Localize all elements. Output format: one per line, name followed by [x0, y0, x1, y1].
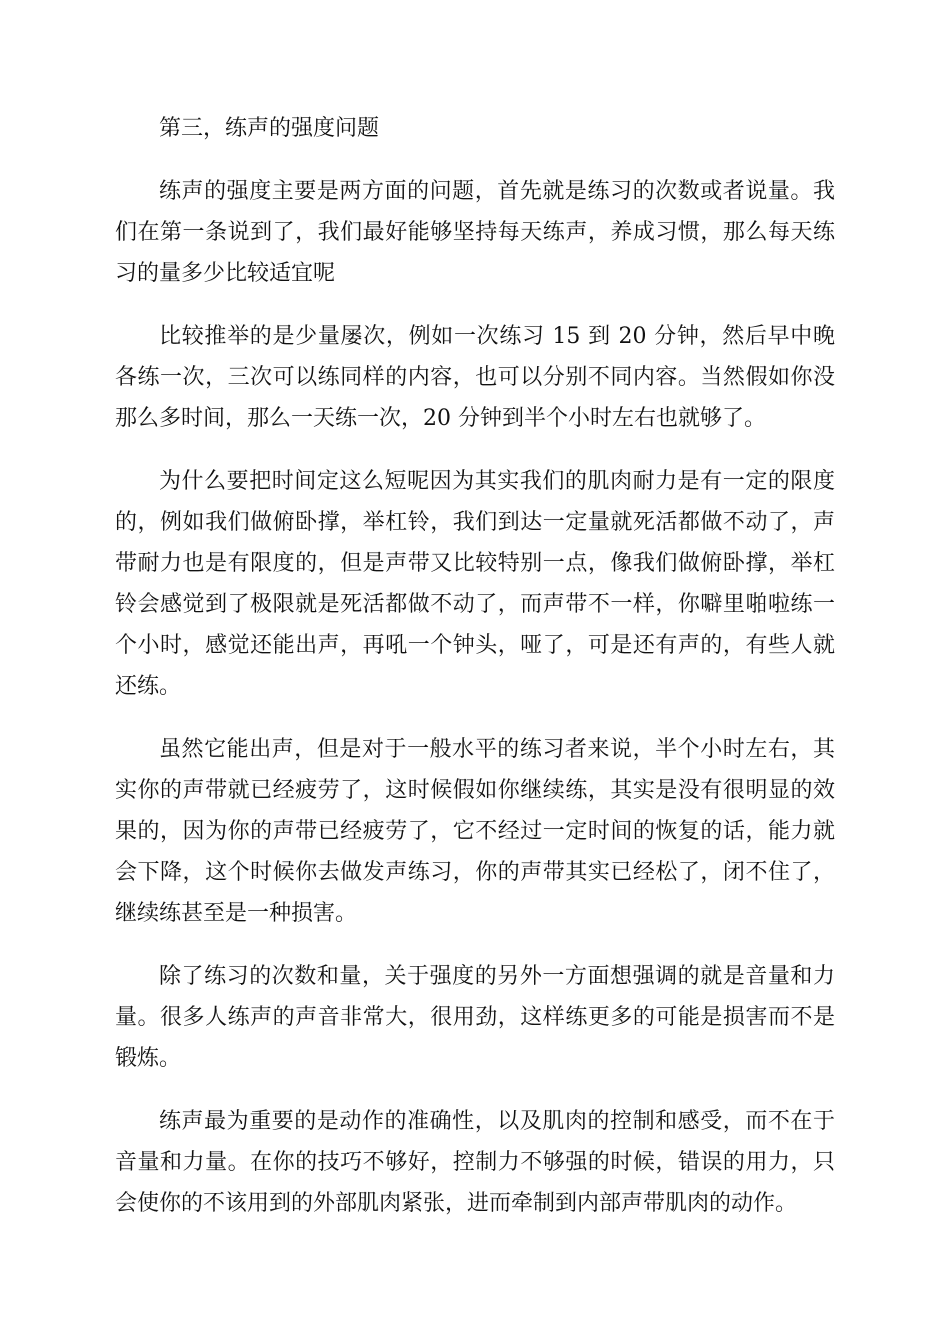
paragraph-4: 虽然它能出声，但是对于一般水平的练习者来说，半个小时左右，其实你的声带就已经疲劳了，这时候假如你继续练，其实是没有很明显的效果的，因为你的声带已经疲劳了，它不经过一定时间的恢复的话，能力就会下降，这个时候你去做发声练习，你的声带其实已经松了，闭不住了，继续练甚至是一种损害。: [115, 737, 835, 926]
section-heading: 第三，练声的强度问题: [159, 116, 380, 141]
paragraph-2: 比较推举的是少量屡次，例如一次练习 15 到 20 分钟，然后早中晚各练一次，三次可以练同样的内容，也可以分别不同内容。当然假如你没那么多时间，那么一天练一次，20 分钟到半个小时左右也就够了。: [115, 324, 835, 431]
paragraph-6: 练声最为重要的是动作的准确性，以及肌肉的控制和感受，而不在于音量和力量。在你的技巧不够好，控制力不够强的时候，错误的用力，只会使你的不该用到的外部肌肉紧张，进而牵制到内部声带肌肉的动作。: [115, 1109, 835, 1216]
document-body: [115, 108, 835, 1246]
paragraph-5: 除了练习的次数和量，关于强度的另外一方面想强调的就是音量和力量。很多人练声的声音非常大，很用劲，这样练更多的可能是损害而不是锻炼。: [115, 964, 835, 1071]
paragraph-1: 练声的强度主要是两方面的问题，首先就是练习的次数或者说量。我们在第一条说到了，我们最好能够坚持每天练声，养成习惯，那么每天练习的量多少比较适宜呢: [115, 179, 835, 286]
paragraph-3: 为什么要把时间定这么短呢因为其实我们的肌肉耐力是有一定的限度的，例如我们做俯卧撑，举杠铃，我们到达一定量就死活都做不动了，声带耐力也是有限度的，但是声带又比较特别一点，像我们做俯卧撑，举杠铃会感觉到了极限就是死活都做不动了，而声带不一样，你噼里啪啦练一个小时，感觉还能出声，再吼一个钟头，哑了，可是还有声的，有些人就还练。: [115, 469, 835, 699]
